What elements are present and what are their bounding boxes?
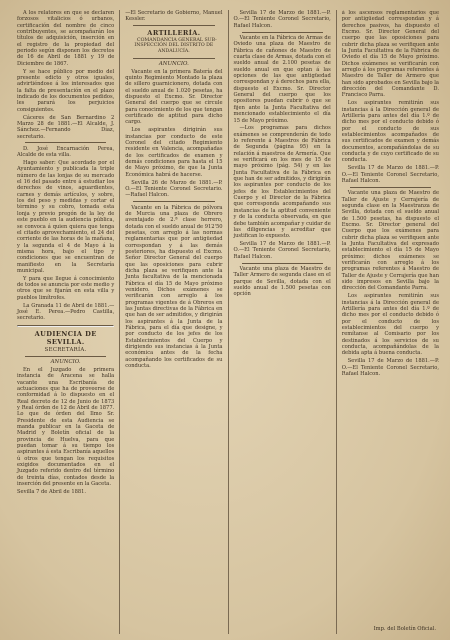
signature-line: —El Secretario de Gobierno, Manuel Kessler. — [125, 10, 223, 23]
paragraph: á los ascensos reglamentarios que por antigüedad correspondan y á derechos pasivos, ha dispuesto el Excmo. Sr. Director General del cuerpo que las oposiciones para cubrir dicha plaza se verifiquen ante la Junta Facultativa de la Fábrica de Oviedo el día 15 de Mayo próximo. Dichos exámenes se verificarán con arreglo á los programas referentes á Maestro de Taller de Armero que han sido aprobados en Sevilla bajo la dirección del Comandante D. Francisco Parra. — [341, 10, 439, 99]
paragraph: Vacante una plaza de Maestro de Taller de Ajuste y Cerrajería de segunda clase en la Maestranza de Sevilla, dotada con el sueldo anual de 1.500 pesetas, ha dispuesto el Excmo. Sr. Director general del Cuerpo que los exámenes para cubrir dicha plaza se verifiquen ante la Junta Facultativa del expresado establecimiento el día 15 de Mayo próximo: dichos exámenes se verificarán con arreglo á los programas referentes á Maestro de Taller de Ajuste y Cerrajería que han sido impresos en Sevilla bajo la dirección del Comandante Parra. — [341, 190, 439, 292]
paragraph: Vacante una plaza de Maestro de Taller Armero de segunda clase en el parque de Sevilla, dotada con el sueldo anual de 1.500 pesetas con opción — [233, 266, 331, 298]
signature-line: Sevilla 17 de Marzo de 1881.—P. O.—El Teniente Coronel Secretario, Rafael Halcon. — [341, 358, 439, 377]
paragraph: A los relatores en que se declaren forzosos vitalicios ó urbanos, certificación del nombre de cinco contribuyentes, se acompañarán los títulos de adquisición, inserción en el registro de la propiedad del periodo según disponen los decretos de 16 de Abril de 1881 y 19 de Diciembre de 1867. — [17, 10, 115, 67]
paragraph: Vacante en la Fábrica de Armas de Oviedo una plaza de Maestro de Fábrica de cañones de Maestro de cuarta clase de Armas, dotada con el sueldo anual de 2.100 pesetas de sueldo anual en que optan á las opciones de las que antigüedad correspondan y á derechos para ella, dispuesto el Excmo. Sr. Director General del cuerpo que los opositores puedan cubrir ó que se fijen ante la Junta Facultativa del mencionado establecimiento el día 15 de Mayo próximo. — [233, 35, 331, 124]
paragraph: Los aspirantes remitirán sus instancias á la Dirección general de Artillería para antes del día 1.º de dicho mes por el conducto debido ó por el conducto de los establecimientos del cuerpo y remítanse al Comisario por los destinados á los servicios de su conducta, acompañándolas de la debida apta á buena conducta. — [341, 293, 439, 357]
signature-line: La Granada 11 de Abril de 1881.—José E. Perea.—Pedro Castilla, secretario. — [17, 302, 115, 322]
column-2 — [119, 10, 227, 634]
paragraph: D. José Encarnación Perea, Alcalde de esta villa. — [17, 145, 115, 159]
printer-credit: Imp. del Boletín Oficial. — [373, 626, 436, 632]
column-4 — [336, 10, 444, 634]
column-1 — [12, 10, 119, 634]
signature-line: Sevilla 17 de Marzo de 1881.—P. O.—El Teniente Coronel Secretario, Rafael Halcon. — [233, 10, 331, 29]
divider — [242, 32, 323, 33]
notice-heading: ANUNCIO. — [158, 61, 189, 68]
date-line: Sevilla 7 de Abril de 1881. — [17, 488, 87, 495]
paragraph: —Los programas para dichos exámenes se comprenderán de todo lo referente á Maestros de Fábrica de Segunda (página 95) en la relación á maestros de Armería. Que se verificará en los mes de 15 de mayo próximo (pág. 54) y en las Junta Facultativa de la Fábrica en que han de ser admitidos, y dirigirán los aspirantes por conducto de los jefes de los Establecimientos del Cuerpo y el Director de la Fábrica que corresponda acompañando sus instancias de la aptitud conveniente y de la conducta observada, en que debe también acompañar y cuidar de las diligencias y acreditar que justifican lo expuesto. — [233, 125, 331, 240]
paragraph: Los aspirantes remitirán sus instancias á la Dirección general de Artillería para antes del día 1.º de dicho mes por el conducto debido ó por el conducto de sus establecimientos acompañados de sus certificados de examen y demás documentos, acompañándolas de su conducta y de cuyo certificado de su conducta. — [341, 100, 439, 164]
subsection-heading: COMANDANCIA GENERAL SUB-INSPECCIÓN DEL DISTRITO DE ANDALUCÍA. — [134, 37, 217, 55]
signature-line: Sevilla 17 de Marzo de 1881.—P. O.—El Teniente Coronel Secretario, Rafael Halcon. — [233, 241, 331, 260]
paragraph: Vacante en la Fábrica de pólvora de Murcia una plaza de Obrero aventajado de 2.ª clase herrero, dotada con el sueldo anual de 912'50 pesetas, con arreglo á las normas reglamentarias que por antigüedad correspondan y á las demás posteriores, ha dispuesto el Excmo. Señor Director General del cuerpo que las oposiciones para cubrir dicha plaza se verifiquen ante la Junta facultativa de la mencionada Fábrica el día 15 de Mayo próximo venidero. Dichos exámenes se verificarán con arreglo á los programas vigentes de á Obreros en las Juntas directivas de la Fábrica en que han de ser admitidos, y dirigirán los aspirantes á la Junta de la Fábrica, para el día que designe, y por conducto de los jefes de los Establecimientos del Cuerpo y dirigiendo sus instancias á la Junta económica antes de la fecha acompañando los certificados de su conducta. — [125, 204, 223, 370]
divider — [350, 187, 431, 188]
double-divider — [17, 325, 114, 327]
paragraph: Y para que llegue á conocimiento de todos se anuncia por este medio y otros que se fijarán en esta villa y pueblos limítrofes. — [17, 275, 115, 301]
divider — [242, 263, 323, 264]
divider — [25, 142, 106, 143]
paragraph: En el Juzgado de primera instancia de Aracena se halla vacante una Escribanía de actuaciones que ha de proveerse de conformidad á lo dispuesto en el Real decreto de 12 de Junio de 1873 y Real órden de 12 de Abril de 1877. Lo que de órden del Ilmo Sr. Presidente de esta Audiencia se manda publicar en la Gaceta de Madrid y Boletín oficial de la provincia de Huelva, para que puedan tomar á su tiempo los aspirantes á esta Escribanía aquellos ú otros que tengan los requisitos exigidos documentados en el Juzgado referido dentro del término de treinta días, contados desde la inserción del presente en la Gaceta. — [17, 366, 115, 488]
section-heading: AUDIENCIA DE SEVILLA. — [34, 329, 97, 346]
subsection-heading: SECRETARÍA. — [44, 346, 87, 353]
notice-heading: ANUNCIO. — [50, 359, 81, 366]
section-heading: ARTILLERÍA. — [147, 28, 201, 37]
divider — [133, 58, 214, 59]
divider — [133, 25, 214, 26]
paragraph: Hago saber: Que acordado por el Ayuntamiento y publicada la triple número de las lonjas de su mercado el 16 del pasado entre á estudiar los derechos de vinos, aguardientes, carnes y demás artículos, y sobre, los del peso y medidas y cortar el término y su cobro, tomada esta lonja y previo pregón de la ley de este pueblo en la audiencia pública, se convoca á quien quiera que tenga el citado aprovechamiento, el 24 del corriente de las horas de la mañana, y la segunda el 4 de Mayo á la misma hora, bajo el tipo y condiciones que se encuentran de manifiesto en la Secretaría municipal. — [17, 160, 115, 274]
paragraph: Y se hace público por medio del presente edicto y otros iguales, advirtiéndose á los interesados que la falta de presentación en el plazo indicado de los documentos pedidos, les parará los perjuicios consiguientes. — [17, 68, 115, 113]
signature-line: Sevilla 17 de Marzo de 1881.—P. O.—El Teniente Coronel Secretario, Rafael Halcon. — [341, 165, 439, 184]
divider — [133, 201, 214, 202]
column-3 — [228, 10, 336, 634]
signature-line: Sevilla 26 de Marzo de 1881.—P. O.—El Teniente Coronel Secretario.—Rafael Halcon. — [125, 179, 223, 199]
signature-line: Cáceres de San Bernardino 2 Marzo 28 de 1881.—El Alcalde, J. Sánchez.—Fernando Díaz, secretario. — [17, 114, 115, 140]
paragraph: Los aspirantes dirigirán sus instancias por conducto de este Coronel del citado Regimiento residente en Valencia, acompañadas de los certificados de examen y demás condiciones para hasta el 15 de Mayo próximo, de que la Junta Económica habrá de hacerse. — [125, 127, 223, 178]
paragraph: Vacante en la primera Batería del quinto Regimiento Montado la plaza de sillero guarnicionero, dotada con el sueldo anual de 1.020 pesetas, ha dispuesto el Excmo. Sr. Director General del cuerpo que se circule para conocimiento de los que tengan certificado de aptitud para dicho cargo. — [125, 68, 223, 126]
divider — [25, 356, 106, 357]
